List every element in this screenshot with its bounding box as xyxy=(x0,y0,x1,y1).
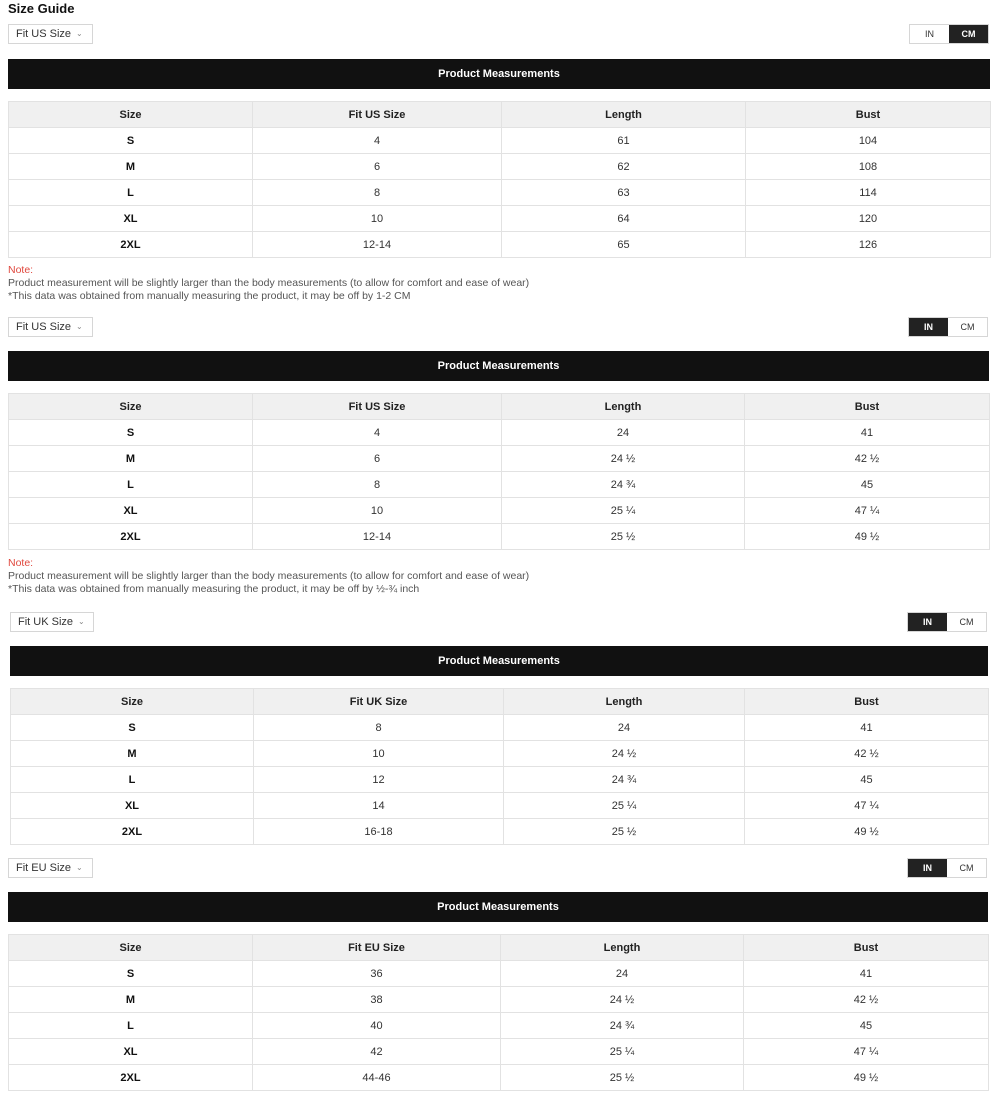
size-system-select-label: Fit EU Size xyxy=(16,862,72,874)
column-header: Fit US Size xyxy=(253,394,502,420)
unit-in-button[interactable]: IN xyxy=(908,859,947,877)
size-system-select-label: Fit UK Size xyxy=(18,616,74,628)
length-cell: 25 ½ xyxy=(504,819,745,845)
unit-toggle xyxy=(908,317,988,337)
fit-size-cell: 4 xyxy=(253,420,502,446)
column-header: Length xyxy=(501,935,744,961)
column-header: Size xyxy=(9,935,253,961)
table-row xyxy=(9,987,989,1013)
size-system-select[interactable] xyxy=(8,858,93,878)
bust-cell: 47 ¼ xyxy=(744,1039,989,1065)
table-header-row xyxy=(9,102,991,128)
table-row xyxy=(9,524,990,550)
chevron-down-icon: ⌄ xyxy=(76,322,83,331)
table-row xyxy=(11,793,989,819)
unit-toggle xyxy=(907,612,987,632)
size-cell: M xyxy=(9,987,253,1013)
column-header: Bust xyxy=(745,394,990,420)
fit-size-cell: 40 xyxy=(253,1013,501,1039)
bust-cell: 104 xyxy=(746,128,991,154)
table-row xyxy=(9,1039,989,1065)
fit-size-cell: 8 xyxy=(253,472,502,498)
table-row xyxy=(9,206,991,232)
bust-cell: 45 xyxy=(745,767,989,793)
size-system-select-label: Fit US Size xyxy=(16,321,72,333)
column-header: Fit EU Size xyxy=(253,935,501,961)
column-header: Size xyxy=(11,689,254,715)
column-header: Bust xyxy=(744,935,989,961)
measurement-table xyxy=(8,393,990,550)
length-cell: 64 xyxy=(502,206,746,232)
measurement-table xyxy=(8,934,989,1091)
length-cell: 24 ¾ xyxy=(502,472,745,498)
size-cell: XL xyxy=(11,793,254,819)
table-row xyxy=(9,154,991,180)
size-system-select[interactable] xyxy=(8,24,93,44)
chevron-down-icon: ⌄ xyxy=(78,617,85,626)
size-cell: M xyxy=(9,154,253,180)
fit-size-cell: 10 xyxy=(254,741,504,767)
table-banner: Product Measurements xyxy=(8,59,990,89)
bust-cell: 49 ½ xyxy=(745,524,990,550)
fit-size-cell: 4 xyxy=(253,128,502,154)
column-header: Bust xyxy=(745,689,989,715)
note-label: Note: xyxy=(8,264,34,276)
fit-size-cell: 10 xyxy=(253,206,502,232)
table-row xyxy=(9,446,990,472)
column-header: Fit US Size xyxy=(253,102,502,128)
size-cell: 2XL xyxy=(9,524,253,550)
unit-in-button[interactable]: IN xyxy=(910,25,949,43)
bust-cell: 114 xyxy=(746,180,991,206)
fit-size-cell: 42 xyxy=(253,1039,501,1065)
size-system-select[interactable] xyxy=(10,612,94,632)
bust-cell: 49 ½ xyxy=(744,1065,989,1091)
bust-cell: 47 ¼ xyxy=(745,498,990,524)
size-cell: S xyxy=(9,128,253,154)
note-line: Product measurement will be slightly larger than the body measurements (to allow for comfort and ease of wear) xyxy=(8,570,530,582)
size-cell: XL xyxy=(9,1039,253,1065)
bust-cell: 41 xyxy=(745,420,990,446)
unit-cm-button[interactable]: CM xyxy=(947,859,986,877)
column-header: Length xyxy=(502,394,745,420)
bust-cell: 42 ½ xyxy=(744,987,989,1013)
table-row xyxy=(9,961,989,987)
unit-toggle xyxy=(909,24,989,44)
length-cell: 25 ¼ xyxy=(502,498,745,524)
length-cell: 25 ½ xyxy=(502,524,745,550)
table-row xyxy=(9,420,990,446)
note-line: *This data was obtained from manually measuring the product, it may be off by 1-2 CM xyxy=(8,290,411,302)
length-cell: 24 ¾ xyxy=(501,1013,744,1039)
unit-cm-button[interactable]: CM xyxy=(947,613,986,631)
size-cell: L xyxy=(11,767,254,793)
table-row xyxy=(11,715,989,741)
column-header: Fit UK Size xyxy=(254,689,504,715)
size-cell: XL xyxy=(9,498,253,524)
length-cell: 62 xyxy=(502,154,746,180)
fit-size-cell: 8 xyxy=(254,715,504,741)
table-row xyxy=(9,180,991,206)
length-cell: 24 ½ xyxy=(504,741,745,767)
note-line: *This data was obtained from manually measuring the product, it may be off by ½-¾ inch xyxy=(8,583,420,595)
bust-cell: 45 xyxy=(745,472,990,498)
fit-size-cell: 14 xyxy=(254,793,504,819)
column-header: Bust xyxy=(746,102,991,128)
length-cell: 65 xyxy=(502,232,746,258)
fit-size-cell: 12-14 xyxy=(253,524,502,550)
fit-size-cell: 12 xyxy=(254,767,504,793)
length-cell: 24 xyxy=(504,715,745,741)
unit-cm-button[interactable]: CM xyxy=(948,318,987,336)
column-header: Length xyxy=(504,689,745,715)
note-label: Note: xyxy=(8,557,34,569)
unit-cm-button[interactable]: CM xyxy=(949,25,988,43)
size-cell: S xyxy=(9,420,253,446)
measurement-note xyxy=(8,557,529,596)
length-cell: 25 ¼ xyxy=(501,1039,744,1065)
length-cell: 24 xyxy=(502,420,745,446)
table-header-row xyxy=(9,935,989,961)
table-header-row xyxy=(11,689,989,715)
fit-size-cell: 10 xyxy=(253,498,502,524)
size-cell: S xyxy=(9,961,253,987)
table-row xyxy=(9,472,990,498)
size-cell: XL xyxy=(9,206,253,232)
table-banner: Product Measurements xyxy=(8,351,989,381)
size-cell: 2XL xyxy=(9,232,253,258)
table-row xyxy=(11,767,989,793)
length-cell: 25 ½ xyxy=(501,1065,744,1091)
length-cell: 24 xyxy=(501,961,744,987)
bust-cell: 41 xyxy=(745,715,989,741)
table-row xyxy=(9,128,991,154)
fit-size-cell: 36 xyxy=(253,961,501,987)
length-cell: 24 ½ xyxy=(502,446,745,472)
length-cell: 24 ½ xyxy=(501,987,744,1013)
table-row xyxy=(11,741,989,767)
table-row xyxy=(9,1065,989,1091)
length-cell: 25 ¼ xyxy=(504,793,745,819)
bust-cell: 47 ¼ xyxy=(745,793,989,819)
chevron-down-icon: ⌄ xyxy=(76,29,83,38)
size-system-select[interactable] xyxy=(8,317,93,337)
table-row xyxy=(11,819,989,845)
table-row xyxy=(9,232,991,258)
table-header-row xyxy=(9,394,990,420)
bust-cell: 126 xyxy=(746,232,991,258)
size-cell: L xyxy=(9,180,253,206)
fit-size-cell: 38 xyxy=(253,987,501,1013)
page-title: Size Guide xyxy=(8,1,75,16)
fit-size-cell: 6 xyxy=(253,446,502,472)
measurement-table xyxy=(8,101,991,258)
size-system-select-label: Fit US Size xyxy=(16,28,72,40)
column-header: Size xyxy=(9,394,253,420)
unit-toggle xyxy=(907,858,987,878)
size-cell: M xyxy=(11,741,254,767)
note-line: Product measurement will be slightly larger than the body measurements (to allow for comfort and ease of wear) xyxy=(8,277,530,289)
table-row xyxy=(9,1013,989,1039)
fit-size-cell: 16-18 xyxy=(254,819,504,845)
bust-cell: 42 ½ xyxy=(745,446,990,472)
length-cell: 61 xyxy=(502,128,746,154)
size-cell: L xyxy=(9,1013,253,1039)
size-cell: S xyxy=(11,715,254,741)
bust-cell: 108 xyxy=(746,154,991,180)
table-row xyxy=(9,498,990,524)
unit-in-button[interactable]: IN xyxy=(908,613,947,631)
measurement-table xyxy=(10,688,989,845)
size-cell: 2XL xyxy=(9,1065,253,1091)
bust-cell: 45 xyxy=(744,1013,989,1039)
size-cell: M xyxy=(9,446,253,472)
column-header: Length xyxy=(502,102,746,128)
fit-size-cell: 12-14 xyxy=(253,232,502,258)
size-cell: L xyxy=(9,472,253,498)
bust-cell: 41 xyxy=(744,961,989,987)
chevron-down-icon: ⌄ xyxy=(76,863,83,872)
fit-size-cell: 8 xyxy=(253,180,502,206)
bust-cell: 42 ½ xyxy=(745,741,989,767)
bust-cell: 49 ½ xyxy=(745,819,989,845)
column-header: Size xyxy=(9,102,253,128)
measurement-note xyxy=(8,264,529,303)
table-banner: Product Measurements xyxy=(10,646,988,676)
fit-size-cell: 44-46 xyxy=(253,1065,501,1091)
bust-cell: 120 xyxy=(746,206,991,232)
size-cell: 2XL xyxy=(11,819,254,845)
table-banner: Product Measurements xyxy=(8,892,988,922)
fit-size-cell: 6 xyxy=(253,154,502,180)
unit-in-button[interactable]: IN xyxy=(909,318,948,336)
length-cell: 63 xyxy=(502,180,746,206)
length-cell: 24 ¾ xyxy=(504,767,745,793)
